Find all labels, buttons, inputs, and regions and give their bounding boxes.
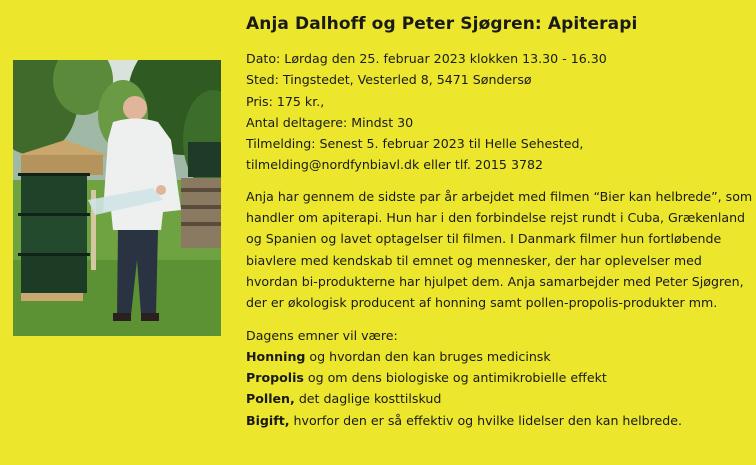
topic-text: det daglige kosttilskud — [294, 391, 442, 407]
topic-term: Propolis — [246, 370, 304, 386]
topic-text: hvorfor den er så effektiv og hvilke lidelser den kan helbrede. — [289, 412, 683, 428]
topic-item — [246, 410, 751, 431]
event-price: Pris: 175 kr., — [246, 93, 325, 109]
event-registration-contact: tilmelding@nordfynbiavl.dk eller tlf. 2015 3782 — [246, 157, 543, 173]
topics-heading: Dagens emner vil være: — [246, 327, 398, 343]
event-description — [246, 186, 751, 314]
description-line: hvordan bi-produkterne har hjulpet dem. Anja samarbejder med Peter Sjøgren, — [246, 273, 744, 289]
event-date: Dato: Lørdag den 25. februar 2023 klokken 13.30 - 16.30 — [246, 51, 607, 66]
description-line: Anja har gennem de sidste par år arbejdet med filmen “Bier kan helbrede”, som — [246, 188, 753, 204]
topic-term: Honning — [246, 348, 306, 364]
beekeeper-photo — [13, 60, 221, 336]
topic-item — [246, 346, 751, 367]
event-content — [246, 14, 751, 431]
event-details — [246, 48, 751, 176]
event-title: Anja Dalhoff og Peter Sjøgren: Apiterapi — [246, 14, 638, 34]
topic-item — [246, 367, 751, 388]
description-line: handler om apiterapi. Hun har i den forbindelse rejst rundt i Cuba, Grækenland — [246, 210, 746, 226]
topic-text: og hvordan den kan bruges medicinsk — [305, 348, 551, 364]
description-line: og Spanien og lavet optagelser til filmen. I Danmark filmer hun fortløbende — [246, 231, 722, 247]
description-line: biavlere med kendskab til emnet og mennesker, der har oplevelser med — [246, 252, 702, 268]
topic-term: Bigift, — [246, 412, 290, 428]
topic-item — [246, 388, 751, 409]
event-participants: Antal deltagere: Mindst 30 — [246, 114, 414, 130]
description-line: der er økologisk producent af honning samt pollen-propolis-produkter mm. — [246, 295, 718, 311]
event-location: Sted: Tingstedet, Vesterled 8, 5471 Søndersø — [246, 72, 532, 88]
topic-text: og om dens biologiske og antimikrobielle effekt — [303, 370, 607, 386]
topics-section — [246, 325, 751, 431]
event-registration: Tilmelding: Senest 5. februar 2023 til Helle Sehested, — [246, 136, 584, 152]
topic-term: Pollen, — [246, 391, 295, 407]
